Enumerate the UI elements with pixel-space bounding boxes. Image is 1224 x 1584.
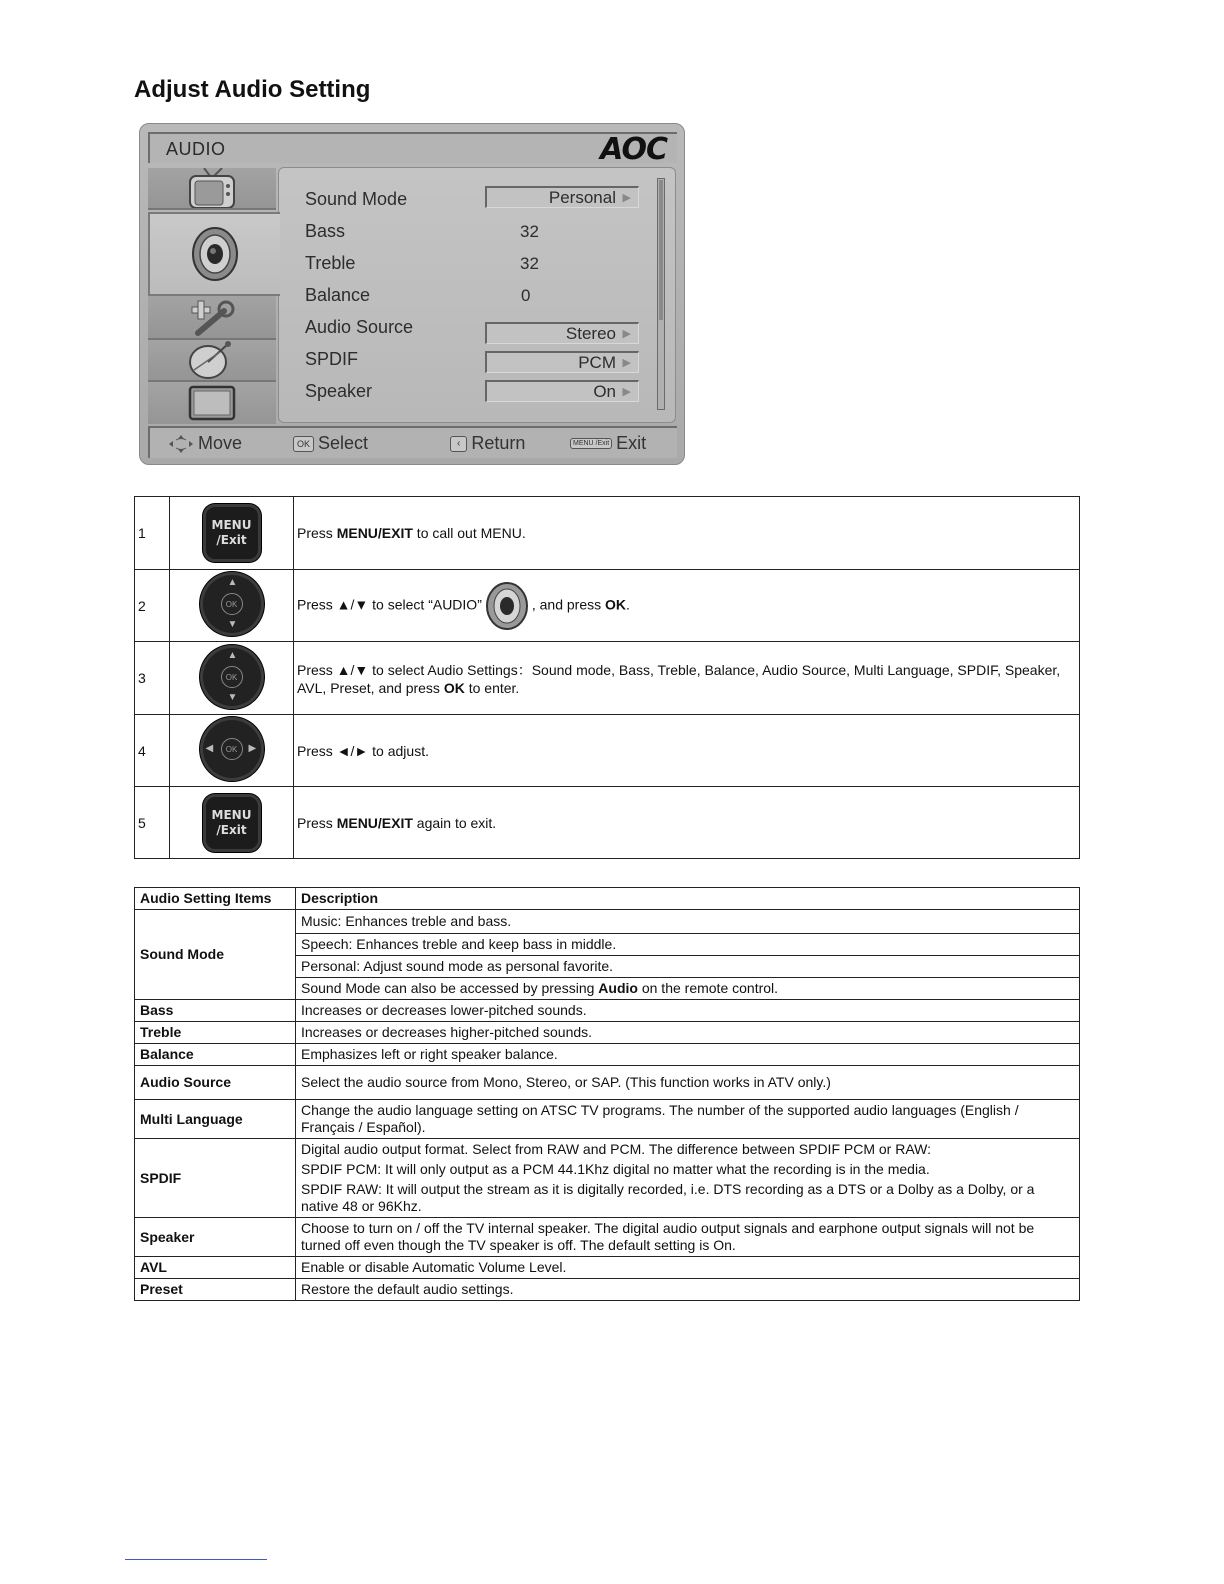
osd-item-value: PCM bbox=[578, 353, 616, 372]
table-row bbox=[135, 1100, 1080, 1139]
setting-item: Audio Source bbox=[135, 1066, 296, 1100]
step-number: 2 bbox=[135, 570, 170, 642]
tab-audio[interactable] bbox=[148, 212, 280, 296]
osd-tabs bbox=[148, 168, 278, 424]
setting-description: Emphasizes left or right speaker balance. bbox=[296, 1044, 1080, 1066]
osd-item-value: Stereo bbox=[565, 324, 616, 343]
step-text: . bbox=[626, 596, 630, 613]
osd-item-value-box[interactable] bbox=[485, 322, 639, 344]
ok-leftright-button-icon bbox=[200, 717, 264, 781]
step-row bbox=[135, 642, 1080, 715]
page-title: Adjust Audio Setting bbox=[134, 76, 371, 103]
step-number: 1 bbox=[135, 497, 170, 570]
setting-item: AVL bbox=[135, 1257, 296, 1279]
osd-item-sound-mode[interactable] bbox=[305, 189, 645, 215]
description-line: Music: Enhances treble and bass. bbox=[301, 913, 512, 929]
osd-audio-menu bbox=[139, 123, 685, 465]
screen-icon bbox=[184, 383, 240, 423]
step-row bbox=[135, 497, 1080, 570]
column-header: Audio Setting Items bbox=[135, 888, 296, 910]
osd-item-value: 32 bbox=[520, 222, 539, 241]
arrow-left-icon: ◀ bbox=[205, 743, 214, 754]
osd-item-label: Bass bbox=[305, 221, 346, 241]
step-text: to enter. bbox=[464, 680, 520, 696]
arrow-right-icon: ▶ bbox=[622, 386, 631, 398]
table-row bbox=[135, 1279, 1080, 1301]
table-row bbox=[135, 1044, 1080, 1066]
menu-exit-button-icon: MENU /Exit bbox=[203, 504, 261, 562]
step-number: 3 bbox=[135, 642, 170, 715]
step-row bbox=[135, 787, 1080, 859]
arrow-right-icon: ▶ bbox=[622, 192, 631, 204]
description-line: Digital audio output format. Select from RAW and PCM. The difference between SPDIF PCM or RAW: bbox=[301, 1141, 931, 1157]
step-icon-cell bbox=[170, 642, 294, 715]
arrow-right-icon: ▶ bbox=[622, 328, 631, 340]
footer-move bbox=[168, 433, 242, 454]
table-row bbox=[135, 1257, 1080, 1279]
arrow-right-icon: ▶ bbox=[622, 357, 631, 369]
aoc-logo: AOC bbox=[600, 132, 667, 167]
ok-label: OK bbox=[221, 666, 243, 688]
osd-item-label: Speaker bbox=[305, 381, 373, 401]
satellite-icon bbox=[184, 340, 240, 380]
osd-item-label: Treble bbox=[305, 253, 356, 273]
footer-return-label: Return bbox=[471, 433, 526, 453]
osd-item-value-box[interactable] bbox=[485, 186, 639, 208]
steps-table bbox=[134, 496, 1080, 859]
description-text: on the remote control. bbox=[637, 980, 779, 996]
setting-description bbox=[296, 1139, 1080, 1218]
step-key: OK bbox=[443, 680, 465, 696]
speaker-icon bbox=[189, 226, 241, 282]
description-line bbox=[296, 977, 1079, 999]
step-row bbox=[135, 715, 1080, 787]
setting-description: Choose to turn on / off the TV internal speaker. The digital audio output signals and earphone output signals will not be turned off even though the TV speaker is off. The default setting is On. bbox=[296, 1218, 1080, 1257]
osd-item-label: Balance bbox=[305, 285, 371, 305]
setting-item: SPDIF bbox=[135, 1139, 296, 1218]
tab-screen[interactable] bbox=[148, 382, 276, 424]
ok-label: OK bbox=[221, 738, 243, 760]
step-icon-cell bbox=[170, 570, 294, 642]
arrow-right-icon: ▶ bbox=[248, 743, 257, 754]
setting-description: Change the audio language setting on ATSC TV programs. The number of the supported audio languages (English / Français / Español). bbox=[296, 1100, 1080, 1139]
osd-footer bbox=[148, 426, 677, 458]
osd-item-label: SPDIF bbox=[305, 349, 359, 369]
osd-item-treble[interactable] bbox=[305, 253, 645, 279]
arrow-up-icon: ▲ bbox=[227, 577, 238, 588]
footer-select bbox=[293, 433, 368, 454]
osd-item-label: Audio Source bbox=[305, 317, 414, 337]
tv-icon bbox=[184, 168, 240, 208]
osd-item-value-box[interactable] bbox=[485, 351, 639, 373]
step-description bbox=[294, 642, 1080, 715]
step-text: Press bbox=[297, 525, 337, 541]
footer-move-label: Move bbox=[198, 433, 243, 453]
description-key: Audio bbox=[598, 980, 638, 996]
osd-item-speaker[interactable] bbox=[305, 381, 645, 407]
setting-item: Preset bbox=[135, 1279, 296, 1301]
setting-description: Enable or disable Automatic Volume Level. bbox=[296, 1257, 1080, 1279]
step-text: , and press bbox=[531, 596, 606, 613]
table-row bbox=[135, 910, 1080, 1000]
menu-exit-key-icon: MENU /Exit bbox=[570, 438, 612, 449]
osd-item-audio-source[interactable] bbox=[305, 317, 645, 343]
return-key-icon: ‹ bbox=[450, 436, 467, 452]
table-row bbox=[135, 1022, 1080, 1044]
osd-item-value: 32 bbox=[520, 254, 539, 273]
table-row bbox=[135, 1139, 1080, 1218]
step-key: MENU/EXIT bbox=[336, 814, 413, 831]
column-header: Description bbox=[296, 888, 1080, 910]
ok-label: OK bbox=[221, 593, 243, 615]
osd-header bbox=[148, 132, 677, 167]
footnote-divider bbox=[125, 1559, 267, 1560]
step-text: to call out MENU. bbox=[412, 525, 526, 541]
step-number: 4 bbox=[135, 715, 170, 787]
step-text: Press ▲/▼ to select “AUDIO” bbox=[297, 596, 482, 613]
step-icon-cell bbox=[170, 787, 294, 859]
tools-icon bbox=[184, 297, 240, 337]
osd-item-spdif[interactable] bbox=[305, 349, 645, 375]
move-arrows-icon bbox=[168, 434, 194, 454]
step-description bbox=[294, 787, 1080, 859]
setting-description: Select the audio source from Mono, Stereo, or SAP. (This function works in ATV only.) bbox=[296, 1066, 1080, 1100]
step-text: Press ▲/▼ to select Audio Settings：Sound mode, Bass, Treble, Balance, Audio Source, Multi Language, SPDIF, Speaker, AVL, Preset, and press bbox=[297, 662, 1061, 696]
step-description bbox=[294, 497, 1080, 570]
step-row bbox=[135, 570, 1080, 642]
osd-title: AUDIO bbox=[166, 139, 226, 159]
step-key: OK bbox=[605, 596, 627, 613]
table-header-row bbox=[135, 888, 1080, 910]
speaker-icon bbox=[485, 581, 529, 631]
ok-key-icon: OK bbox=[293, 436, 314, 452]
setting-description: Increases or decreases lower-pitched sounds. bbox=[296, 1000, 1080, 1022]
description-line: Speech: Enhances treble and keep bass in middle. bbox=[296, 933, 1079, 955]
osd-item-value: Personal bbox=[548, 188, 616, 207]
description-text: Sound Mode can also be accessed by pressing bbox=[301, 980, 599, 996]
ok-updown-button-icon bbox=[200, 572, 264, 636]
step-text: Press ◄/► to adjust. bbox=[297, 742, 429, 759]
footer-return bbox=[450, 433, 525, 454]
arrow-up-icon: ▲ bbox=[227, 649, 238, 661]
osd-item-value-box[interactable] bbox=[485, 380, 639, 402]
step-text: Press bbox=[297, 814, 337, 831]
description-line: SPDIF PCM: It will only output as a PCM 44.1Khz digital no matter what the recording is in the media. bbox=[301, 1161, 930, 1177]
setting-item: Speaker bbox=[135, 1218, 296, 1257]
osd-item-value: 0 bbox=[521, 286, 531, 305]
table-row bbox=[135, 1000, 1080, 1022]
osd-item-bass[interactable] bbox=[305, 221, 645, 247]
arrow-down-icon: ▼ bbox=[227, 619, 238, 630]
step-icon-cell bbox=[170, 497, 294, 570]
osd-item-label: Sound Mode bbox=[305, 189, 408, 209]
tab-setup[interactable] bbox=[148, 296, 276, 340]
osd-item-balance[interactable] bbox=[305, 285, 645, 311]
osd-item-value: On bbox=[593, 382, 616, 401]
setting-item: Multi Language bbox=[135, 1100, 296, 1139]
step-text: again to exit. bbox=[412, 814, 497, 831]
footer-select-label: Select bbox=[318, 433, 369, 453]
setting-item: Sound Mode bbox=[135, 910, 296, 1000]
footer-exit bbox=[570, 433, 646, 454]
arrow-down-icon: ▼ bbox=[227, 691, 238, 703]
setting-description: Restore the default audio settings. bbox=[296, 1279, 1080, 1301]
step-description bbox=[294, 570, 1080, 642]
description-line: Personal: Adjust sound mode as personal favorite. bbox=[296, 955, 1079, 977]
setting-description: Increases or decreases higher-pitched sounds. bbox=[296, 1022, 1080, 1044]
osd-settings-panel bbox=[278, 167, 676, 423]
osd-scrollbar[interactable] bbox=[657, 178, 665, 410]
setting-item: Balance bbox=[135, 1044, 296, 1066]
tab-channel[interactable] bbox=[148, 340, 276, 382]
step-key: MENU/EXIT bbox=[336, 525, 413, 541]
table-row bbox=[135, 1218, 1080, 1257]
menu-exit-button-icon: MENU /Exit bbox=[203, 794, 261, 852]
setting-item: Treble bbox=[135, 1022, 296, 1044]
step-number: 5 bbox=[135, 787, 170, 859]
step-icon-cell bbox=[170, 715, 294, 787]
osd-scroll-thumb[interactable] bbox=[659, 180, 663, 320]
setting-description bbox=[296, 910, 1080, 1000]
step-description bbox=[294, 715, 1080, 787]
setting-item: Bass bbox=[135, 1000, 296, 1022]
footer-exit-label: Exit bbox=[616, 433, 647, 453]
description-line: SPDIF RAW: It will output the stream as it is digitally recorded, i.e. DTS recording as a DTS or a Dolby as a Dolby, or a native 48 or 96Khz. bbox=[301, 1181, 1035, 1214]
table-row bbox=[135, 1066, 1080, 1100]
ok-updown-button-icon bbox=[200, 645, 264, 709]
tab-picture[interactable] bbox=[148, 168, 276, 210]
audio-settings-table bbox=[134, 887, 1080, 1301]
